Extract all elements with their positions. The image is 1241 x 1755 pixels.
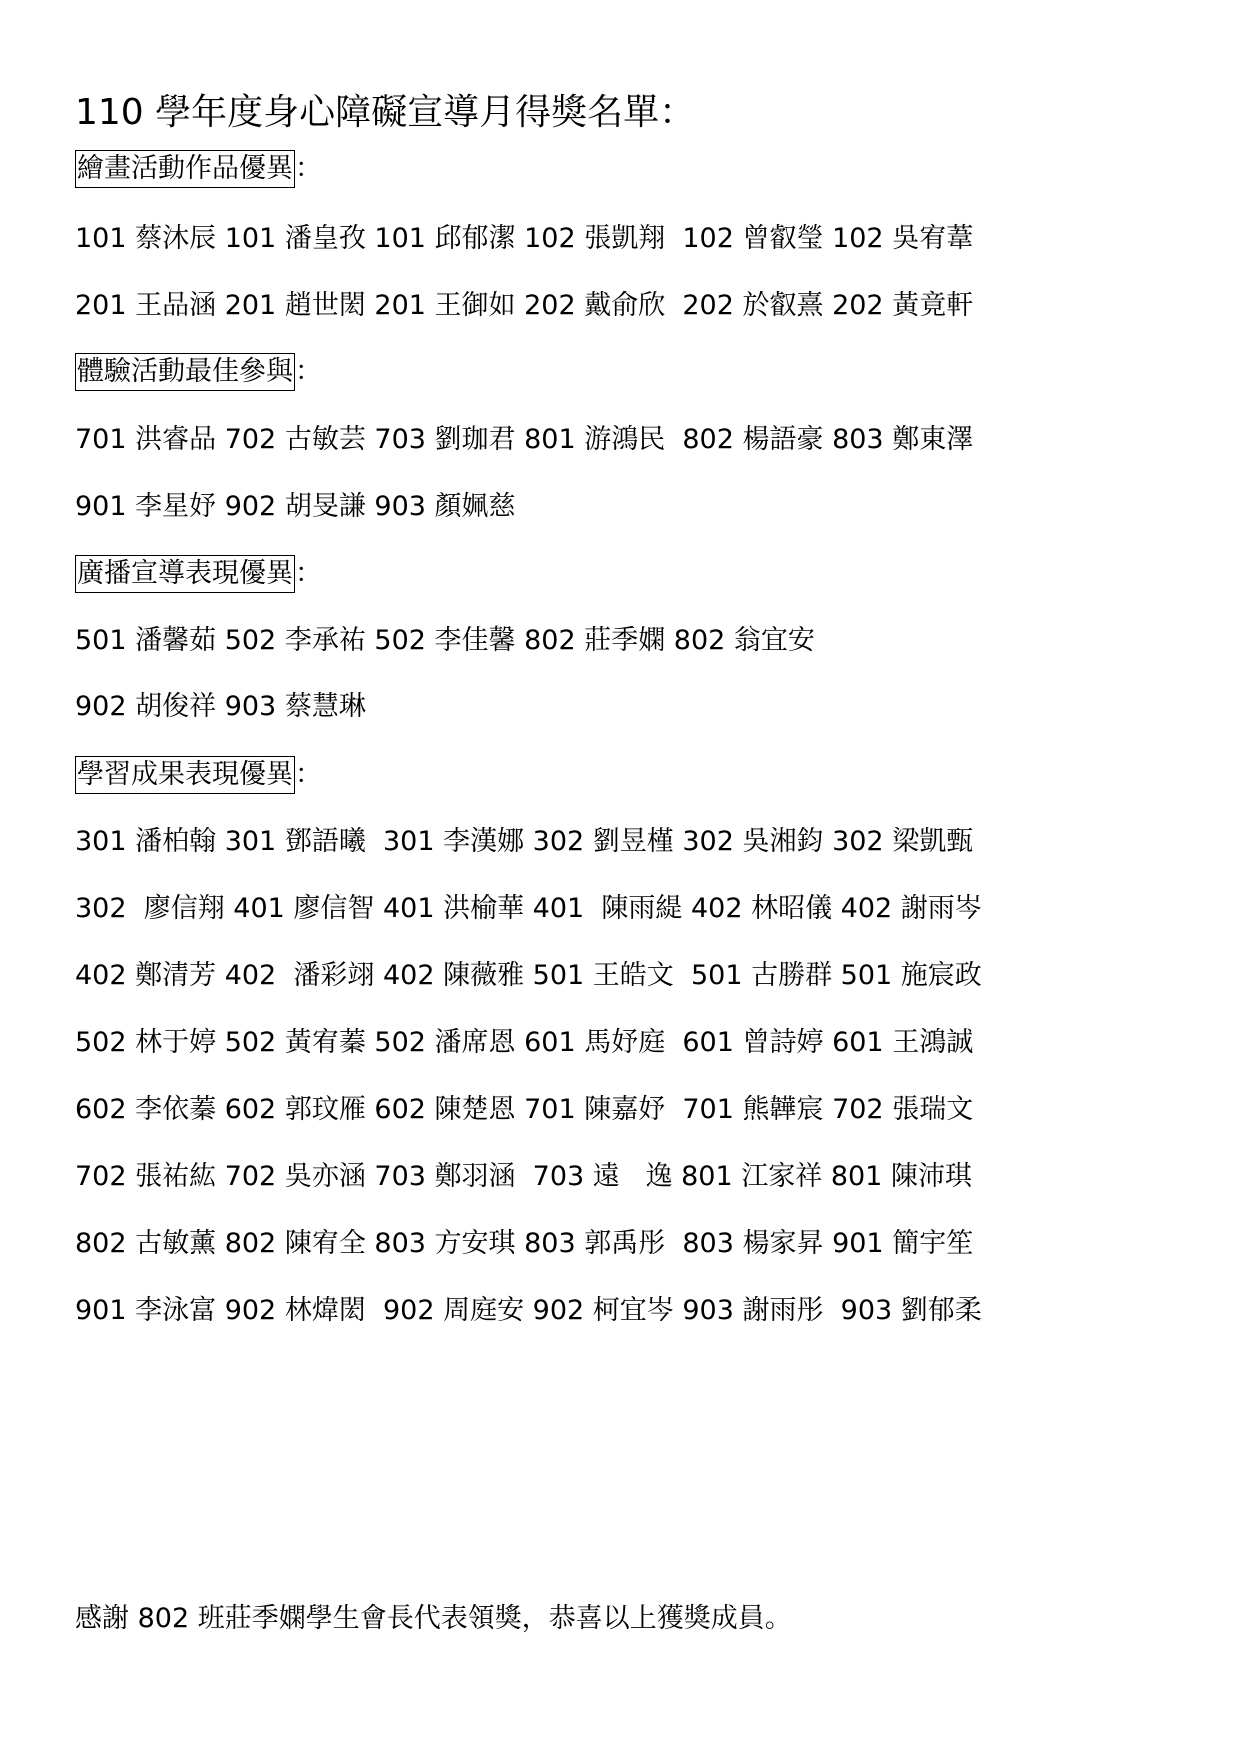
winner-line: 101 蔡沐辰 101 潘皇孜 101 邱郁潔 102 張凱翔 102 曾叡瑩 102 吳宥葦 xyxy=(75,223,974,254)
winner-line: 402 鄭清芳 402 潘彩翊 402 陳薇雅 501 王皓文 501 古勝群 501 施宸政 xyxy=(75,960,982,991)
winner-line: 701 洪睿品 702 古敏芸 703 劉珈君 801 游鴻民 802 楊語豪 803 鄭東澤 xyxy=(75,424,974,455)
winner-line: 702 張祐紘 702 吳亦涵 703 鄭羽涵 703 遠 逸 801 江家祥 801 陳沛琪 xyxy=(75,1161,972,1192)
section-heading-colon: ： xyxy=(295,558,322,589)
winner-line: 901 李星妤 902 胡旻謙 903 顏姵慈 xyxy=(75,491,516,522)
section-heading-learning xyxy=(75,756,322,794)
section-heading-experience xyxy=(75,353,322,391)
winner-line: 301 潘柏翰 301 鄧語曦 301 李漢娜 302 劉昱槿 302 吳湘鈞 302 梁凱甄 xyxy=(75,826,974,857)
section-heading-broadcast xyxy=(75,555,322,593)
section-heading-colon: ： xyxy=(295,759,322,790)
section-heading-colon: ： xyxy=(295,356,322,387)
section-heading-drawing xyxy=(75,150,322,188)
section-heading-label: 廣播宣導表現優異 xyxy=(75,555,295,593)
winner-line: 501 潘馨茹 502 李承祐 502 李佳馨 802 莊季嫻 802 翁宜安 xyxy=(75,625,815,656)
winner-line: 901 李泳富 902 林煒閎 902 周庭安 902 柯宜岑 903 謝雨彤 903 劉郁柔 xyxy=(75,1295,982,1326)
winner-line: 802 古敏薰 802 陳宥全 803 方安琪 803 郭禹彤 803 楊家昇 901 簡宇笙 xyxy=(75,1228,974,1259)
winner-line: 602 李依蓁 602 郭玟雁 602 陳楚恩 701 陳嘉妤 701 熊韡宸 702 張瑞文 xyxy=(75,1094,974,1125)
winner-line: 502 林于婷 502 黃宥蓁 502 潘席恩 601 馬妤庭 601 曾詩婷 601 王鴻誠 xyxy=(75,1027,974,1058)
winner-line: 201 王品涵 201 趙世閎 201 王御如 202 戴俞欣 202 於叡熹 202 黃竟軒 xyxy=(75,290,974,321)
winner-line: 902 胡俊祥 903 蔡慧琳 xyxy=(75,691,366,722)
winner-line: 302 廖信翔 401 廖信智 401 洪榆華 401 陳雨緹 402 林昭儀 402 謝雨岑 xyxy=(75,893,982,924)
page-title: 110 學年度身心障礙宣導月得獎名單： xyxy=(75,92,696,133)
section-heading-label: 學習成果表現優異 xyxy=(75,756,295,794)
closing-note: 感謝 802 班莊季嫻學生會長代表領獎，恭喜以上獲獎成員。 xyxy=(75,1603,792,1634)
section-heading-label: 繪畫活動作品優異 xyxy=(75,150,295,188)
section-heading-label: 體驗活動最佳參與 xyxy=(75,353,295,391)
section-heading-colon: ： xyxy=(295,153,322,184)
